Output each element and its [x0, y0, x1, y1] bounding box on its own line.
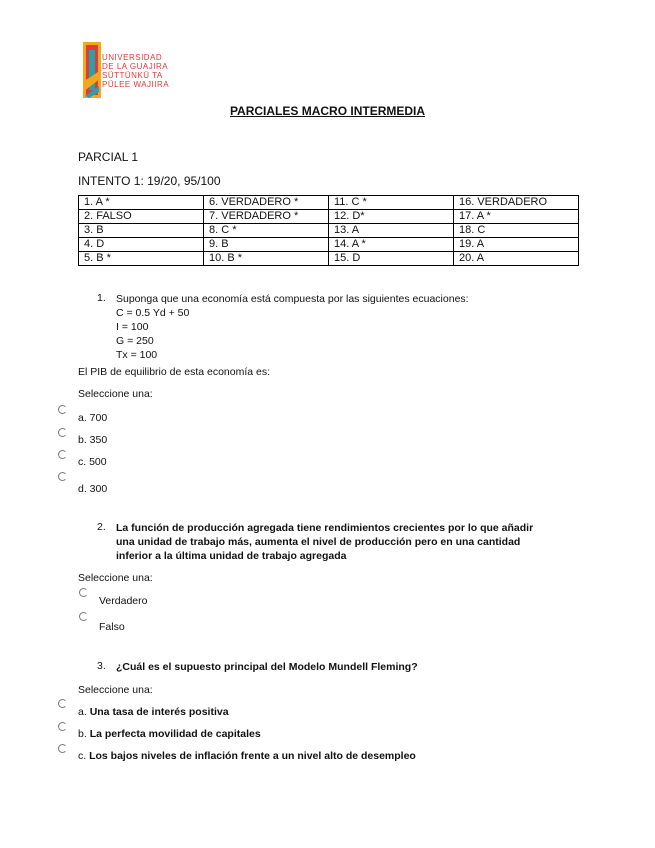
- radio-button[interactable]: [58, 405, 67, 414]
- table-cell: 16. VERDADERO: [454, 196, 579, 210]
- question-line: una unidad de trabajo más, aumenta el nivel de producción pero en una cantidad: [116, 536, 521, 548]
- option-label[interactable]: c. 500: [78, 456, 107, 468]
- table-row: [79, 224, 579, 238]
- option-letter: b.: [78, 728, 87, 740]
- intento-line: INTENTO 1: 19/20, 95/100: [78, 174, 221, 188]
- table-cell: 8. C *: [204, 224, 329, 238]
- radio-button[interactable]: [58, 428, 67, 437]
- question-number: 3.: [97, 660, 106, 672]
- option-text: Una tasa de interés positiva: [89, 706, 229, 718]
- question-1-prompt: El PIB de equilibrio de esta economía es:: [78, 366, 271, 378]
- logo-text: UNIVERSIDAD DE LA GUAJIRA SÜTTÜNKÜ TA PÜLEE WAJIIRA: [102, 53, 170, 89]
- question-line: Tx = 100: [116, 349, 158, 361]
- table-cell: 5. B *: [79, 252, 204, 266]
- question-3-text: ¿Cuál es el supuesto principal del Modelo Mundell Fleming?: [116, 661, 418, 673]
- table-cell: 19. A: [454, 238, 579, 252]
- question-line: inferior a la última unidad de trabajo agregada: [116, 550, 347, 562]
- table-cell: 7. VERDADERO *: [204, 210, 329, 224]
- question-number: 2.: [97, 521, 106, 533]
- option-label[interactable]: Verdadero: [99, 595, 148, 607]
- option-letter: c.: [78, 750, 87, 762]
- question-1-text: [116, 292, 469, 362]
- option-label[interactable]: a. 700: [78, 412, 108, 424]
- table-cell: 11. C *: [329, 196, 454, 210]
- select-one-label: Seleccione una:: [78, 572, 153, 584]
- table-cell: 9. B: [204, 238, 329, 252]
- question-line: Suponga que una economía está compuesta por las siguientes ecuaciones:: [116, 293, 469, 305]
- option-label[interactable]: [78, 706, 229, 718]
- radio-button[interactable]: [58, 722, 67, 731]
- question-line: I = 100: [116, 321, 149, 333]
- table-row: [79, 210, 579, 224]
- option-label[interactable]: Falso: [99, 621, 125, 633]
- radio-button[interactable]: [79, 588, 88, 597]
- table-cell: 6. VERDADERO *: [204, 196, 329, 210]
- radio-button[interactable]: [79, 612, 88, 621]
- option-label[interactable]: d. 300: [78, 483, 108, 495]
- select-one-label: Seleccione una:: [78, 684, 153, 696]
- table-cell: 12. D*: [329, 210, 454, 224]
- option-label[interactable]: [78, 728, 261, 740]
- parcial-heading: PARCIAL 1: [78, 150, 139, 164]
- radio-button[interactable]: [58, 744, 67, 753]
- option-label[interactable]: b. 350: [78, 434, 108, 446]
- table-row: [79, 252, 579, 266]
- page-title: PARCIALES MACRO INTERMEDIA: [229, 104, 426, 118]
- option-label[interactable]: [78, 750, 416, 762]
- answers-table: [78, 195, 579, 266]
- question-number: 1.: [97, 292, 106, 304]
- option-letter: a.: [78, 706, 87, 718]
- question-line: C = 0.5 Yd + 50: [116, 307, 190, 319]
- question-line: G = 250: [116, 335, 154, 347]
- radio-button[interactable]: [58, 450, 67, 459]
- table-cell: 13. A: [329, 224, 454, 238]
- question-2-text: [116, 521, 533, 563]
- table-row: [79, 196, 579, 210]
- table-cell: 2. FALSO: [79, 210, 204, 224]
- radio-button[interactable]: [58, 472, 67, 481]
- table-cell: 1. A *: [79, 196, 204, 210]
- table-cell: 10. B *: [204, 252, 329, 266]
- table-cell: 14. A *: [329, 238, 454, 252]
- table-cell: 17. A *: [454, 210, 579, 224]
- table-cell: 4. D: [79, 238, 204, 252]
- table-cell: 15. D: [329, 252, 454, 266]
- question-line: La función de producción agregada tiene rendimientos crecientes por lo que añadir: [116, 522, 534, 534]
- option-text: Los bajos niveles de inflación frente a un nivel alto de desempleo: [89, 750, 416, 762]
- select-one-label: Seleccione una:: [78, 388, 153, 400]
- table-cell: 18. C: [454, 224, 579, 238]
- table-cell: 20. A: [454, 252, 579, 266]
- option-text: La perfecta movilidad de capitales: [89, 728, 261, 740]
- table-cell: 3. B: [79, 224, 204, 238]
- table-row: [79, 238, 579, 252]
- radio-button[interactable]: [58, 699, 67, 708]
